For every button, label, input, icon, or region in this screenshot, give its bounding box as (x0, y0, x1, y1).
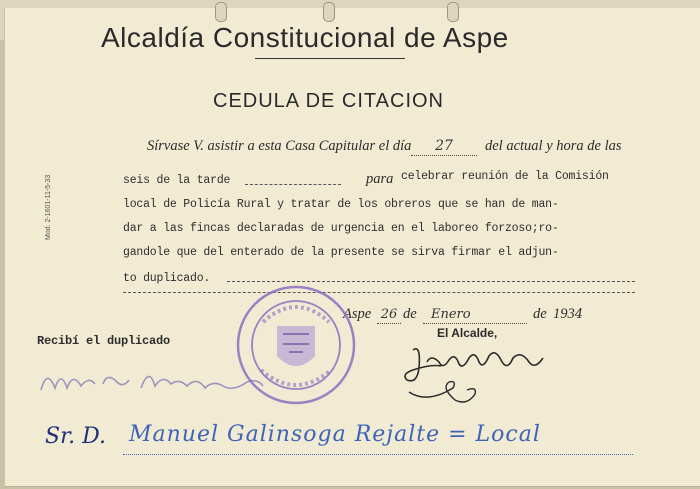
typed-line-3: dar a las fincas declaradas de urgencia en el laboreo forzoso;ro- (123, 222, 559, 235)
binding-hole (323, 2, 335, 22)
addressee-prefix: Sr. D. (45, 424, 107, 449)
line1-prefix: Sírvase V. asistir a esta Casa Capitular el día (147, 138, 412, 154)
date-month: Enero (423, 306, 527, 324)
typed-line-5: to duplicado. (123, 272, 211, 285)
binding-hole (447, 2, 459, 22)
typed-line-2: local de Policía Rural y tratar de los obreros que se han de man- (123, 198, 559, 211)
de-label-1: de (403, 306, 417, 322)
typed-line-1: celebrar reunión de la Comisión (401, 170, 609, 183)
binding-hole (215, 2, 227, 22)
typed-line-4: gandole que del enterado de la presente se sirva firmar el adjun- (123, 246, 559, 259)
title-rule (255, 58, 405, 59)
year: 1934 (553, 306, 584, 322)
date-day: 26 (377, 306, 401, 324)
para-label: para (366, 171, 394, 187)
citation-document (4, 8, 700, 487)
de-label-2: de (533, 306, 547, 322)
addressee-name: Manuel Galinsoga Rejalte = Local (129, 422, 541, 447)
document-title: Alcaldía Constitucional de Aspe (101, 22, 509, 53)
fill-dash-line (123, 292, 635, 293)
municipal-seal-stamp (233, 282, 359, 408)
day-field: 27 (411, 138, 477, 156)
signer-title: El Alcalde, (437, 326, 498, 340)
hour-field: seis de la tarde (123, 174, 231, 187)
received-label: Recibí el duplicado (37, 334, 171, 348)
hour-dash-line (245, 184, 341, 185)
place-label: Aspe (343, 306, 372, 322)
mayor-signature (397, 340, 547, 412)
line1-suffix: del actual y hora de las (485, 138, 622, 154)
form-model-number: Mod. 2-1601-11-5-33 (45, 174, 52, 240)
addressee-line (123, 454, 633, 455)
document-heading: CEDULA DE CITACION (213, 90, 444, 112)
